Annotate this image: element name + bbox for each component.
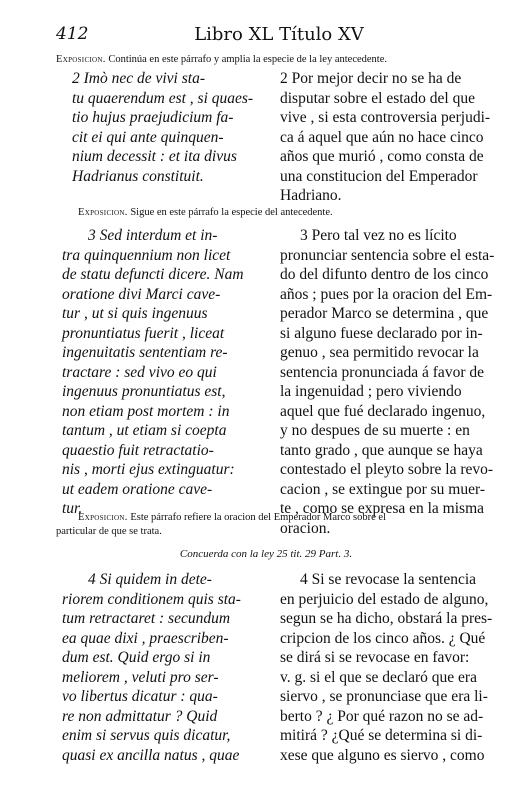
- spanish-column-3: [280, 570, 492, 765]
- spanish-line: 3 Pero tal vez no es lícito: [300, 227, 457, 244]
- latin-line: enim si servus quis dicatur,: [62, 727, 231, 744]
- exposicion-3: [56, 511, 498, 539]
- spanish-line: mitirá ? ¿Qué se determina si di-: [280, 727, 483, 744]
- spanish-line: siervo , se pronunciase que era li-: [280, 688, 488, 705]
- latin-line: 4 Si quidem in dete-: [88, 571, 212, 588]
- spanish-column-1: [280, 69, 490, 206]
- latin-line: ingenuus pronuntiatus est,: [62, 383, 226, 400]
- exposicion-text-continued: particular de que se trata.: [56, 526, 162, 537]
- latin-line: oratione divi Marci cave-: [62, 285, 221, 303]
- spanish-line: segun se ha dicho, obstará la pres-: [280, 610, 493, 627]
- latin-line: tu quaerendum est , si quaes-: [72, 89, 254, 107]
- spanish-column-2: [280, 226, 494, 538]
- latin-line: dum est. Quid ergo si in: [62, 649, 211, 666]
- latin-line: tio hujus praejudicium fa-: [72, 109, 234, 126]
- latin-line: meliorem , veluti pro ser-: [62, 668, 219, 686]
- spanish-line: Hadriano.: [280, 187, 342, 204]
- latin-line: ut eadem oratione cave-: [62, 480, 213, 498]
- latin-column-3: [62, 570, 241, 765]
- spanish-line: una constitucion del Emperador: [280, 167, 478, 185]
- latin-line: vo libertus dicatur : qua-: [62, 688, 218, 705]
- spanish-line: si alguno fuese declarado por in-: [280, 324, 483, 342]
- spanish-line: años ; pues por la oracion del Em-: [280, 285, 493, 303]
- latin-line: cit ei qui ante quinquen-: [72, 128, 224, 146]
- exposicion-2: [78, 206, 518, 220]
- latin-line: tur.: [62, 500, 83, 517]
- spanish-line: disputar sobre el estado del que: [280, 89, 475, 107]
- spanish-line: sentencia pronunciada á favor de: [280, 363, 484, 381]
- spanish-line: cacion , se extingue por su muer-: [280, 480, 485, 498]
- exposicion-text: Continúa en este párrafo y amplia la especie de la ley antecedente.: [108, 54, 388, 65]
- spanish-line: aquel que fué declarado ingenuo,: [280, 402, 486, 420]
- spanish-line: y no despues de su muerte : en: [280, 422, 470, 439]
- spanish-line: tanto grado , que aunque se haya: [280, 441, 483, 459]
- spanish-line: cripcion de los cinco años. ¿ Qué: [280, 629, 486, 647]
- exposicion-text: Sigue en este párrafo la especie del antecedente.: [130, 207, 333, 218]
- spanish-line: ca á aquel que aún no hace cinco: [280, 128, 484, 146]
- concordance-note: Concuerda con la ley 25 tit. 29 Part. 3.: [179, 548, 353, 560]
- spanish-line: contestado el pleyto sobre la revo-: [280, 461, 494, 478]
- spanish-line: berto ? ¿ Por qué razon no se ad-: [280, 707, 484, 725]
- latin-line: tractare : sed vivo eo qui: [62, 363, 217, 381]
- latin-line: pronuntiatus fuerit , liceat: [62, 324, 225, 342]
- latin-line: re non admittatur ? Quid: [62, 707, 218, 725]
- latin-line: tum retractaret : secundum: [62, 610, 231, 627]
- spanish-line: do del difunto dentro de los cinco: [280, 266, 489, 283]
- latin-line: Hadrianus constituit.: [72, 167, 204, 185]
- spanish-line: perador Marco se determina , que: [280, 305, 489, 322]
- running-title: Libro XL Título XV: [194, 24, 364, 45]
- spanish-line: 2 Por mejor decir no se ha de: [280, 70, 462, 87]
- exposicion-1: [56, 53, 496, 67]
- latin-line: ea quae dixi , praescriben-: [62, 629, 229, 647]
- spanish-line: se dirá si se revocase en favor:: [280, 649, 470, 666]
- spanish-line: pronunciar sentencia sobre el esta-: [280, 246, 495, 264]
- latin-column-2: [62, 226, 244, 519]
- exposicion-label: Exposicion.: [56, 54, 106, 65]
- latin-line: quaestio fuit retractatio-: [62, 441, 214, 459]
- spanish-line: 4 Si se revocase la sentencia: [300, 571, 477, 588]
- exposicion-label: Exposicion.: [78, 207, 128, 218]
- running-header: [56, 24, 502, 46]
- latin-line: non etiam post mortem : in: [62, 402, 230, 420]
- spanish-line: en perjuicio del estado de alguno,: [280, 590, 489, 608]
- latin-line: tur , ut si quis ingenuus: [62, 305, 208, 322]
- spanish-line: oracion.: [280, 519, 331, 537]
- spanish-line: genuo , sea permitido revocar la: [280, 344, 479, 361]
- latin-column-1: [72, 69, 253, 186]
- spanish-line: vive , si esta controversia perjudi-: [280, 109, 491, 126]
- exposicion-label: Exposicion.: [78, 512, 128, 523]
- latin-line: nium decessit : et ita divus: [72, 148, 237, 165]
- spanish-line: xese que alguno es siervo , como: [280, 746, 485, 764]
- latin-line: 3 Sed interdum et in-: [88, 227, 218, 244]
- latin-line: tantum , ut etiam si coepta: [62, 422, 227, 439]
- latin-line: 2 Imò nec de vivi sta-: [72, 70, 205, 87]
- page-number: 412: [56, 24, 89, 44]
- latin-line: riorem conditionem quis sta-: [62, 590, 241, 608]
- latin-line: nis , morti ejus extinguatur:: [62, 461, 235, 478]
- spanish-line: años que murió , como consta de: [280, 148, 484, 165]
- latin-line: ingenuitatis sententiam re-: [62, 344, 228, 361]
- latin-line: de statu defuncti dicere. Nam: [62, 266, 244, 283]
- spanish-line: v. g. si el que se declaró que era: [280, 668, 477, 686]
- spanish-line: la ingenuidad ; pero viviendo: [280, 383, 462, 400]
- exposicion-text: Este párrafo refiere la oracion del Emperador Marco sobre el: [130, 512, 386, 523]
- spanish-line: te , como se expresa en la misma: [280, 500, 485, 517]
- latin-line: quasi ex ancilla natus , quae: [62, 746, 240, 764]
- latin-line: tra quinquennium non licet: [62, 246, 231, 264]
